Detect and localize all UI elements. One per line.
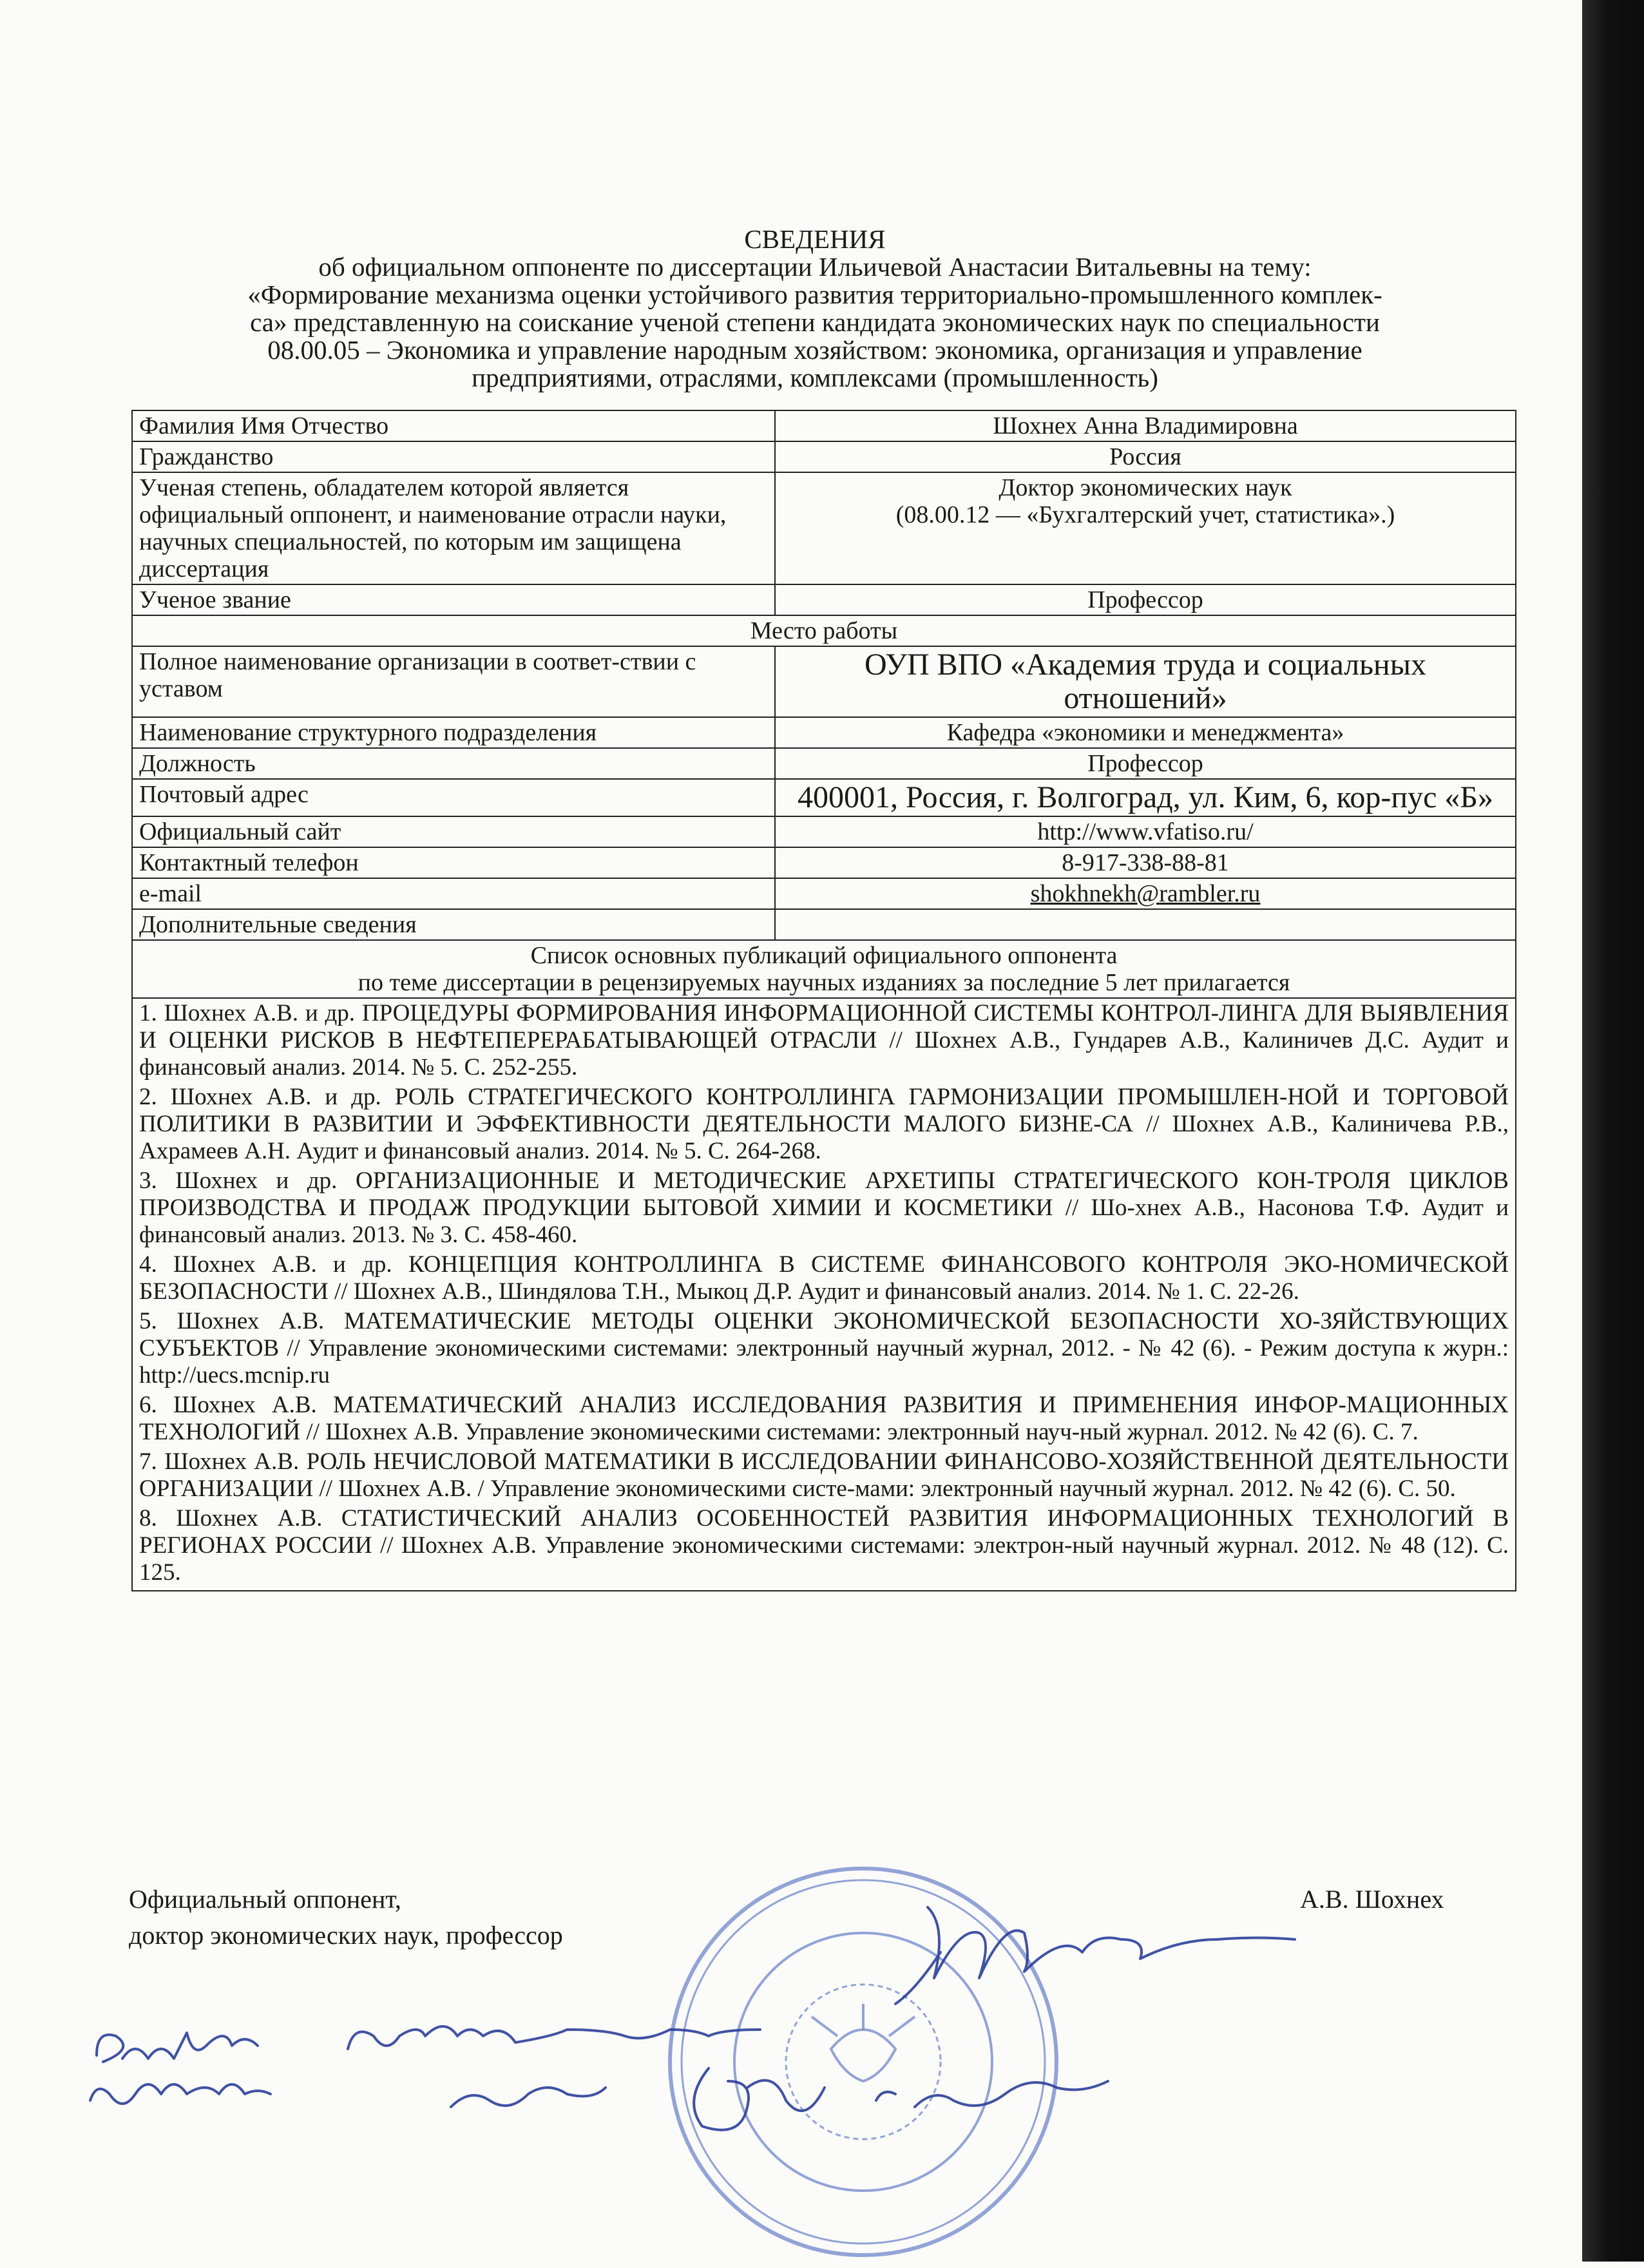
heading-line-2: «Формирование механизма оценки устойчивого развития территориально-промышленного комплек- [247, 280, 1382, 309]
document-title: СВЕДЕНИЯ [744, 224, 886, 254]
publication-item: 2. Шохнех А.В. и др. РОЛЬ СТРАТЕГИЧЕСКОГО КОНТРОЛЛИНГА ГАРМОНИЗАЦИИ ПРОМЫШЛЕН-НОЙ И ТОРГОВОЙ ПОЛИТИКИ В РАЗВИТИИ И ЭФФЕКТИВНОСТИ ДЕЯТЕЛЬНОСТИ МАЛОГО БИЗНЕ-СА // Шохнех А.В., Калиничева Р.В., Ахрамеев А.Н. Аудит и финансовый анализ. 2014. № 5. С. 264-268. [139, 1084, 1509, 1164]
signature-role-line-1: Официальный оппонент, [129, 1885, 401, 1914]
publication-item: 3. Шохнех и др. ОРГАНИЗАЦИОННЫЕ И МЕТОДИЧЕСКИЕ АРХЕТИПЫ СТРАТЕГИЧЕСКОГО КОН-ТРОЛЯ ЦИКЛОВ ПРОИЗВОДСТВА И ПРОДАЖ ПРОДУКЦИИ БЫТОВОЙ ХИМИИ И КОСМЕТИКИ // Шо-хнех А.В., Насонова Т.Ф. Аудит и финансовый анализ. 2013. № 3. С. 458-460. [139, 1168, 1509, 1248]
row-value: 8-917-338-88-81 [775, 847, 1516, 878]
row-value: Шохнех Анна Владимировна [775, 410, 1516, 441]
publication-item: 4. Шохнех А.В. и др. КОНЦЕПЦИЯ КОНТРОЛЛИНГА В СИСТЕМЕ ФИНАНСОВОГО КОНТРОЛЯ ЭКО-НОМИЧЕСКОЙ БЕЗОПАСНОСТИ // Шохнех А.В., Шиндялова Т.Н., Мыкоц Д.Р. Аудит и финансовый анализ. 2014. № 1. С. 22-26. [139, 1251, 1509, 1305]
row-value: Профессор [775, 584, 1516, 615]
row-label: Почтовый адрес [132, 779, 775, 816]
row-label: Наименование структурного подразделения [132, 717, 775, 748]
publication-item: 1. Шохнех А.В. и др. ПРОЦЕДУРЫ ФОРМИРОВАНИЯ ИНФОРМАЦИОННОЙ СИСТЕМЫ КОНТРОЛ-ЛИНГА ДЛЯ ВЫЯВЛЕНИЯ И ОЦЕНКИ РИСКОВ В НЕФТЕПЕРЕРАБАТЫВАЮЩЕЙ ОТРАСЛИ // Шохнех А.В., Гундарев А.В., Калиничев Д.С. Аудит и финансовый анализ. 2014. № 5. С. 252-255. [139, 1000, 1509, 1081]
row-value: 400001, Россия, г. Волгоград, ул. Ким, 6, кор-пус «Б» [775, 779, 1516, 816]
row-value: Профессор [775, 748, 1516, 779]
row-label: Ученое звание [132, 584, 775, 615]
row-label: Контактный телефон [132, 847, 775, 878]
signature-role-line-2: доктор экономических наук, профессор [129, 1921, 563, 1950]
publication-item: 7. Шохнех А.В. РОЛЬ НЕЧИСЛОВОЙ МАТЕМАТИКИ В ИССЛЕДОВАНИИ ФИНАНСОВО-ХОЗЯЙСТВЕННОЙ ДЕЯТЕЛЬНОСТИ ОРГАНИЗАЦИИ // Шохнех А.В. / Управление экономическими систе-мами: электронный научный журнал. 2012. № 42 (6). С. 50. [139, 1448, 1509, 1502]
row-value: Россия [775, 441, 1516, 472]
heading-line-3: са» представленную на соискание ученой степени кандидата экономических наук по специальности [250, 307, 1380, 337]
publication-item: 5. Шохнех А.В. МАТЕМАТИЧЕСКИЕ МЕТОДЫ ОЦЕНКИ ЭКОНОМИЧЕСКОЙ БЕЗОПАСНОСТИ ХО-ЗЯЙСТВУЮЩИХ СУБЪЕКТОВ // Управление экономическими системами: электронный научный журнал, 2012. - № 42 (6). - Режим доступа к журн.: http://uecs.mcnip.ru [139, 1308, 1509, 1389]
row-value: Кафедра «экономики и менеджмента» [775, 717, 1516, 748]
row-label: Полное наименование организации в соответ-ствии с уставом [132, 646, 775, 717]
row-label: Дополнительные сведения [132, 909, 775, 940]
heading-line-1: об официальном оппоненте по диссертации Ильичевой Анастасии Витальевны на тему: [318, 252, 1312, 282]
row-value: http://www.vfatiso.ru/ [775, 816, 1516, 847]
row-label: Ученая степень, обладателем которой является официальный оппонент, и наименование отрасли науки, научных специальностей, по которым им защищена диссертация [132, 472, 775, 584]
publication-item: 6. Шохнех А.В. МАТЕМАТИЧЕСКИЙ АНАЛИЗ ИССЛЕДОВАНИЯ РАЗВИТИЯ И ПРИМЕНЕНИЯ ИНФОР-МАЦИОННЫХ ТЕХНОЛОГИЙ // Шохнех А.В. Управление экономическими системами: электронный науч-ный журнал. 2012. № 42 (6). С. 7. [139, 1392, 1509, 1445]
publications-header-line-2: по теме диссертации в рецензируемых научных изданиях за последние 5 лет прилагается [358, 969, 1290, 996]
row-label: Должность [132, 748, 775, 779]
heading-line-5: предприятиями, отраслями, комплексами (промышленность) [472, 363, 1158, 392]
publication-item: 8. Шохнех А.В. СТАТИСТИЧЕСКИЙ АНАЛИЗ ОСОБЕННОСТЕЙ РАЗВИТИЯ ИНФОРМАЦИОННЫХ ТЕХНОЛОГИЙ В РЕГИОНАХ РОССИИ // Шохнех А.В. Управление экономическими системами: электрон-ный научный журнал. 2012. № 48 (12). С. 125. [139, 1505, 1509, 1586]
degree-specialty: (08.00.12 — «Бухгалтерский учет, статистика».) [895, 501, 1395, 528]
signature-name: А.В. Шохнех [1300, 1885, 1444, 1914]
heading-line-4: 08.00.05 – Экономика и управление народным хозяйством: экономика, организация и управление [267, 335, 1362, 365]
row-value: ОУП ВПО «Академия труда и социальных отношений» [775, 646, 1516, 717]
section-header-workplace: Место работы [132, 615, 1516, 646]
row-label: Гражданство [132, 441, 775, 472]
row-value: shokhnekh@rambler.ru [775, 878, 1516, 909]
row-label: Официальный сайт [132, 816, 775, 847]
publications-header-line-1: Список основных публикаций официального оппонента [530, 942, 1118, 969]
degree-name: Доктор экономических наук [999, 474, 1292, 501]
row-label: Фамилия Имя Отчество [132, 410, 775, 441]
row-label: e-mail [132, 878, 775, 909]
